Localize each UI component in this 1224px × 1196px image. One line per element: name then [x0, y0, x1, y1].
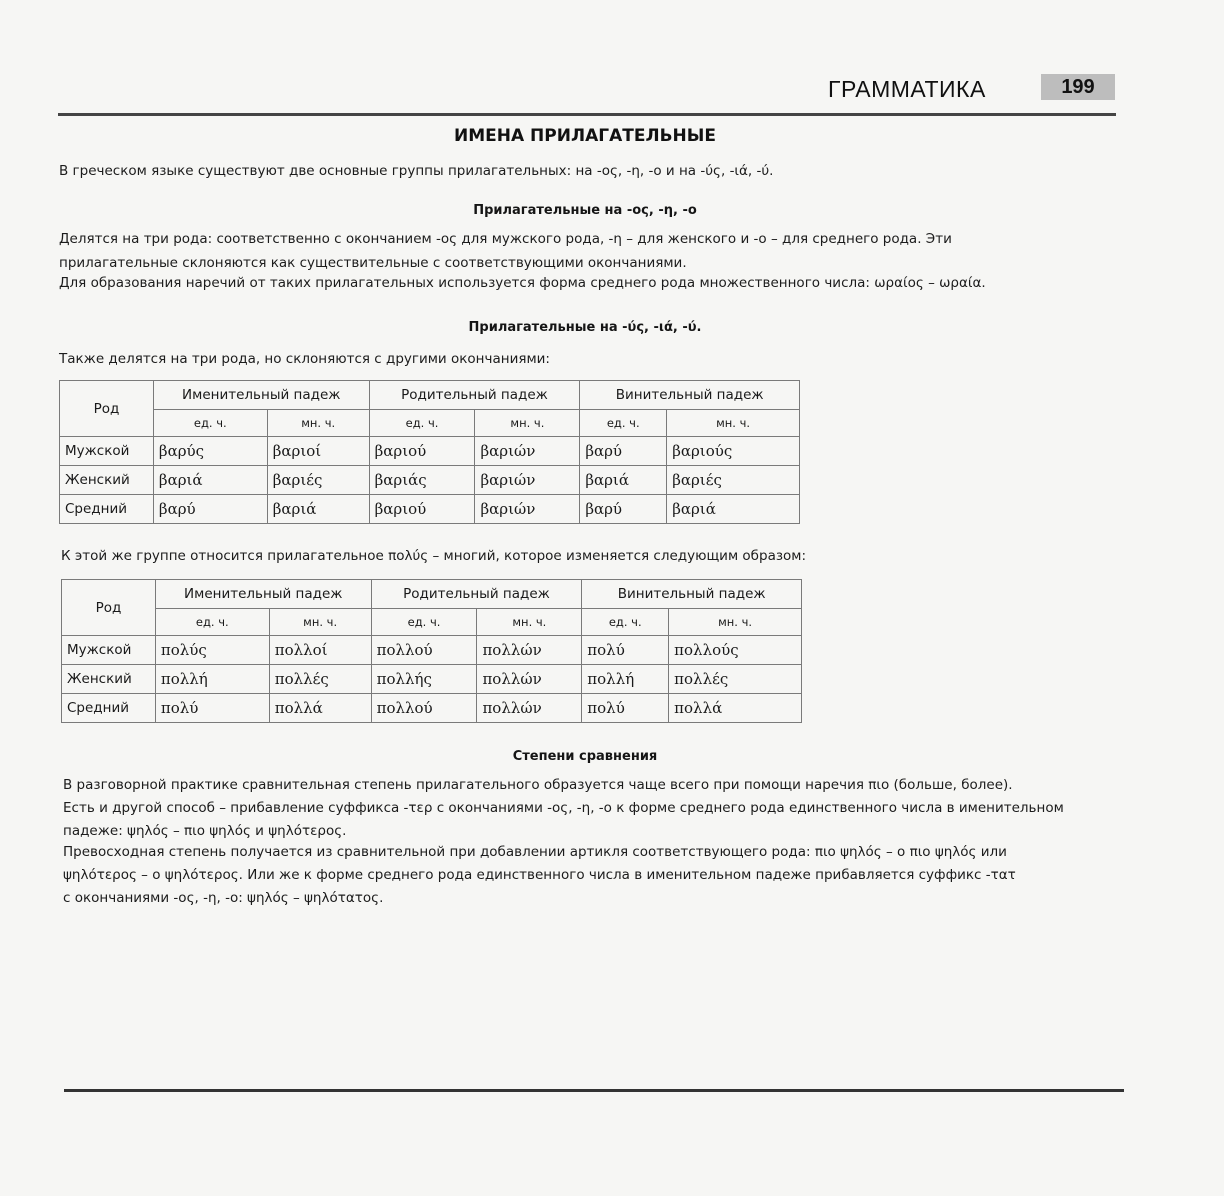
header-gender: Род	[62, 580, 156, 636]
paragraph-line: Для образования наречий от таких прилагательных используется форма среднего рода множественного числа: ωραίος – ωραία.	[59, 275, 986, 291]
table-cell: βαριά	[580, 466, 667, 495]
header-plural: мн. ч.	[667, 410, 800, 437]
gender-label: Средний	[62, 694, 156, 723]
header-accusative: Винительный падеж	[582, 580, 802, 609]
table-cell: βαριές	[267, 466, 369, 495]
table-cell: βαριά	[267, 495, 369, 524]
header-singular: ед. ч.	[371, 609, 477, 636]
header-gender: Род	[60, 381, 154, 437]
paragraph-line: В разговорной практике сравнительная степень прилагательного образуется чаще всего при помощи наречия πιο (больше, более).	[63, 777, 1013, 793]
header-accusative: Винительный падеж	[580, 381, 800, 410]
gender-label: Женский	[62, 665, 156, 694]
table-cell: πολλών	[477, 694, 582, 723]
table-cell: βαριών	[475, 466, 580, 495]
header-plural: мн. ч.	[269, 609, 371, 636]
table-cell: πολύ	[582, 694, 669, 723]
table-row	[60, 437, 800, 466]
table-cell: βαρύ	[153, 495, 267, 524]
header-singular: ед. ч.	[369, 410, 475, 437]
table-cell: πολλή	[155, 665, 269, 694]
paragraph-line: Делятся на три рода: соответственно с окончанием -ος для мужского рода, -η – для женского и -ο – для среднего рода. Эти	[59, 231, 952, 247]
page-title: ИМЕНА ПРИЛАГАТЕЛЬНЫЕ	[454, 126, 716, 146]
intro-paragraph: В греческом языке существуют две основные группы прилагательных: на -ος, -η, -ο и на -ύς, -ιά, -ύ.	[59, 163, 774, 179]
gender-label: Мужской	[60, 437, 154, 466]
table-row	[62, 636, 802, 665]
header-singular: ед. ч.	[153, 410, 267, 437]
header-singular: ед. ч.	[582, 609, 669, 636]
paragraph-line: прилагательные склоняются как существительные с соответствующими окончаниями.	[59, 255, 687, 271]
page-number: 199	[1041, 74, 1115, 100]
table-cell: βαριάς	[369, 466, 475, 495]
header-genitive: Родительный падеж	[369, 381, 580, 410]
paragraph-line: ψηλότερος – ο ψηλότερος. Или же к форме среднего рода единственного числа в именительном падеже прибавляется суффикс -τατ	[63, 867, 1016, 883]
paragraph-line: Превосходная степень получается из сравнительной при добавлении артикля соответствующего рода: πιο ψηλός – ο πιο ψηλός или	[63, 844, 1007, 860]
table-cell: βαριούς	[667, 437, 800, 466]
table-cell: πολλά	[669, 694, 802, 723]
paragraph-line: Также делятся на три рода, но склоняются с другими окончаниями:	[59, 351, 550, 367]
table-row	[60, 466, 800, 495]
table-cell: βαριού	[369, 437, 475, 466]
table-cell: βαρύ	[580, 437, 667, 466]
header-nominative: Именительный падеж	[153, 381, 369, 410]
header-plural: мн. ч.	[669, 609, 802, 636]
table-cell: πολλού	[371, 694, 477, 723]
table-cell: πολλού	[371, 636, 477, 665]
table-cell: βαριά	[153, 466, 267, 495]
section-heading-os: Прилагательные на -ος, -η, -ο	[473, 203, 697, 218]
table-cell: πολλής	[371, 665, 477, 694]
header-nominative: Именительный падеж	[155, 580, 371, 609]
header-singular: ед. ч.	[155, 609, 269, 636]
header-plural: мн. ч.	[475, 410, 580, 437]
table-cell: βαριών	[475, 495, 580, 524]
table-cell: πολλές	[269, 665, 371, 694]
header-plural: мн. ч.	[477, 609, 582, 636]
paragraph-line: К этой же группе относится прилагательное πολύς – многий, которое изменяется следующим образом:	[61, 548, 807, 564]
table-cell: πολύ	[582, 636, 669, 665]
table-cell: πολλά	[269, 694, 371, 723]
footer-rule	[64, 1089, 1124, 1092]
table-cell: πολύ	[155, 694, 269, 723]
running-header: ГРАММАТИКА	[828, 76, 986, 102]
table-cell: πολλούς	[669, 636, 802, 665]
table-cell: πολλές	[669, 665, 802, 694]
header-rule	[58, 113, 1116, 116]
declension-table-barys	[59, 380, 800, 524]
table-row	[60, 495, 800, 524]
header-singular: ед. ч.	[580, 410, 667, 437]
header-genitive: Родительный падеж	[371, 580, 582, 609]
table-cell: πολύς	[155, 636, 269, 665]
paragraph-line: Есть и другой способ – прибавление суффикса -τερ с окончаниями -ος, -η, -ο к форме среднего рода единственного числа в именительном	[63, 800, 1064, 816]
table-cell: βαρύ	[580, 495, 667, 524]
table-cell: πολλών	[477, 636, 582, 665]
gender-label: Женский	[60, 466, 154, 495]
header-plural: мн. ч.	[267, 410, 369, 437]
table-cell: βαριά	[667, 495, 800, 524]
gender-label: Средний	[60, 495, 154, 524]
paragraph-line: с окончаниями -ος, -η, -ο: ψηλός – ψηλότατος.	[63, 890, 384, 906]
table-cell: βαριών	[475, 437, 580, 466]
table-cell: πολλή	[582, 665, 669, 694]
table-cell: βαρύς	[153, 437, 267, 466]
gender-label: Мужской	[62, 636, 156, 665]
table-cell: βαριού	[369, 495, 475, 524]
table-row	[62, 694, 802, 723]
paragraph-line: падеже: ψηλός – πιο ψηλός и ψηλότερος.	[63, 823, 347, 839]
declension-table-polys	[61, 579, 802, 723]
table-row	[62, 665, 802, 694]
section-heading-degrees: Степени сравнения	[512, 749, 658, 764]
table-cell: βαριές	[667, 466, 800, 495]
table-cell: βαριοί	[267, 437, 369, 466]
table-cell: πολλών	[477, 665, 582, 694]
section-heading-ys: Прилагательные на -ύς, -ιά, -ύ.	[468, 320, 702, 335]
table-cell: πολλοί	[269, 636, 371, 665]
